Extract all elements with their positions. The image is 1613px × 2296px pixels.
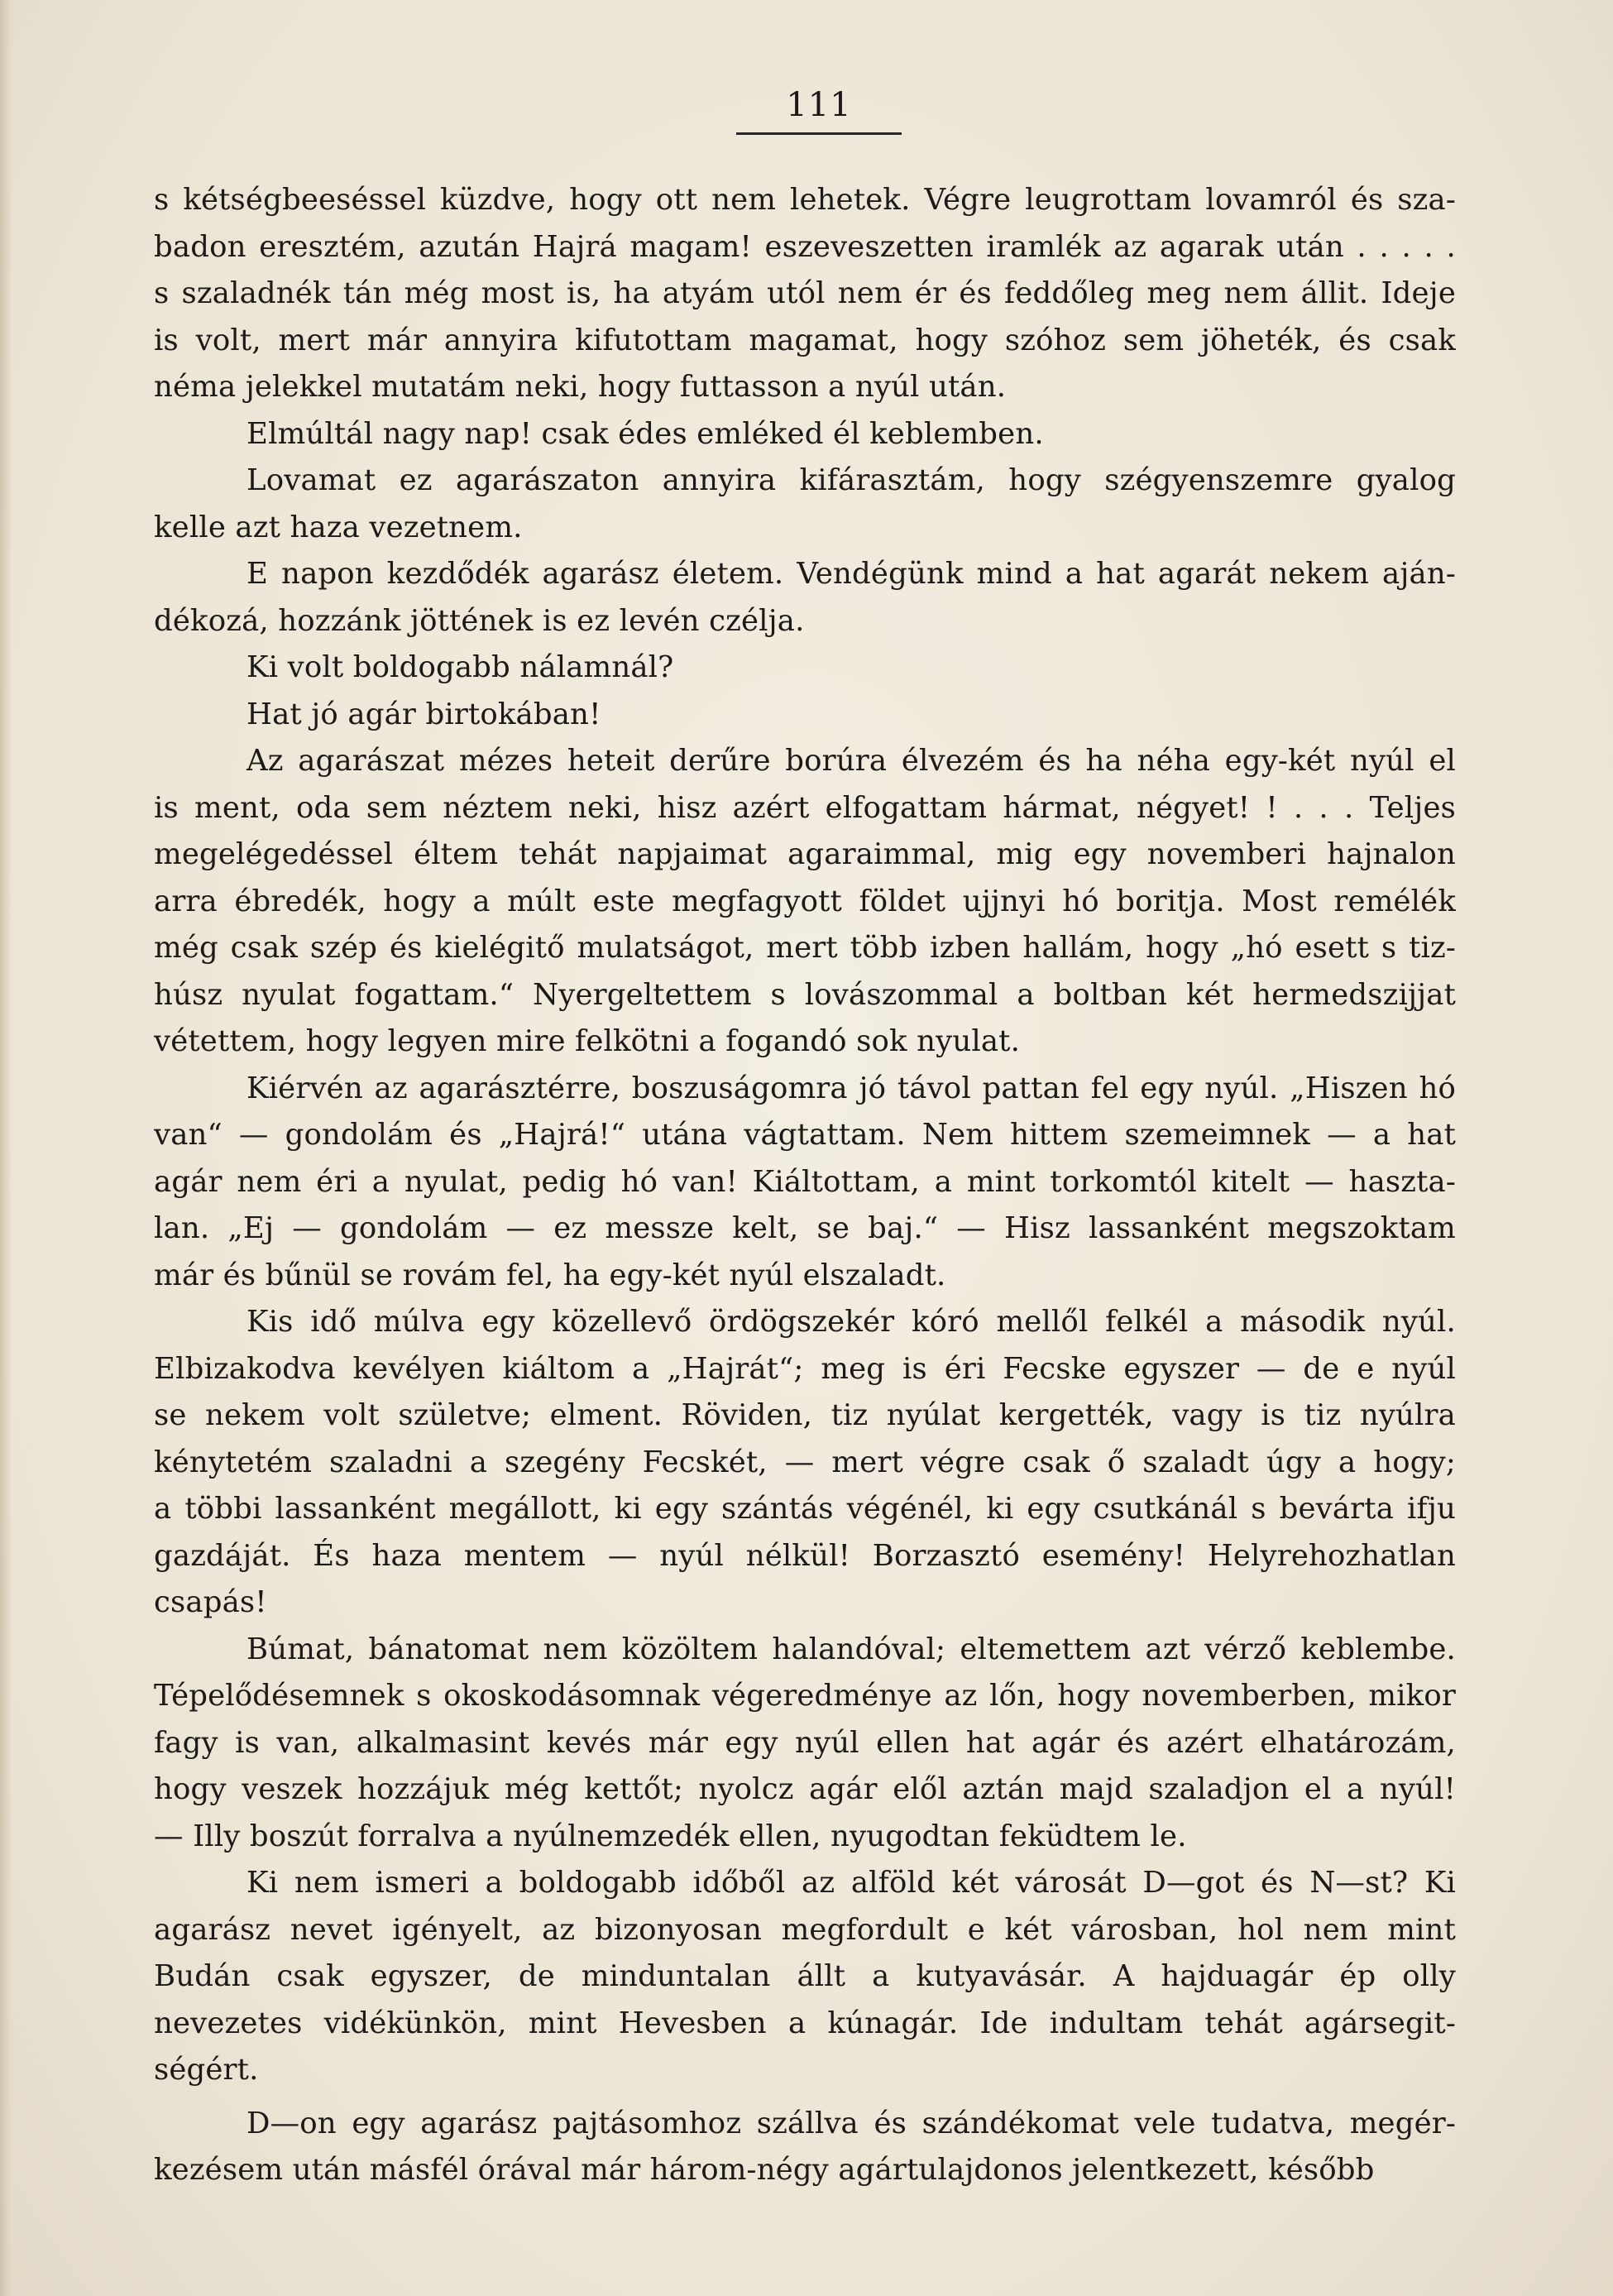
text-line: kelle azt haza vezetnem.	[154, 510, 523, 544]
text-line: hogy veszek hozzájuk még kettőt; nyolcz agár elől aztán majd szaladjon el a nyúl!	[154, 1772, 1456, 1806]
text-line: nevezetes vidékünkön, mint Hevesben a kúnagár. Ide indultam tehát agársegit-	[154, 2006, 1456, 2040]
text-line: Tépelődésemnek s okoskodásomnak végeredménye az lőn, hogy novemberben, mikor	[154, 1679, 1456, 1713]
page-number: 111	[736, 86, 901, 135]
text-line: badon eresztém, azután Hajrá magam! eszeveszetten iramlék az agarak után . . . . .	[154, 229, 1456, 264]
text-line: Hat jó agár birtokában!	[246, 697, 601, 731]
text-line: Ki nem ismeri a boldogabb időből az alföld két városát D—got és N—st? Ki	[246, 1866, 1456, 1900]
text-line: Ki volt boldogabb nálamnál?	[246, 650, 674, 684]
text-line: csapás!	[154, 1585, 267, 1619]
text-line: ségért.	[154, 2053, 259, 2087]
text-line: is ment, oda sem néztem neki, hisz azért elfogattam hármat, négyet! ! . . . Teljes	[154, 790, 1456, 825]
text-line: fagy is van, alkalmasint kevés már egy nyúl ellen hat agár és azért elhatározám,	[154, 1725, 1456, 1760]
text-line: D—on egy agarász pajtásomhoz szállva és szándékomat vele tudatva, megér-	[246, 2106, 1456, 2140]
paragraph	[154, 411, 1456, 458]
text-line: Budán csak egyszer, de minduntalan állt a kutyavásár. A hajduagár ép olly	[154, 1959, 1456, 1993]
paragraph	[154, 177, 1456, 411]
text-line: vétettem, hogy legyen mire felkötni a fogandó sok nyulat.	[154, 1024, 1021, 1058]
text-line: gazdáját. És haza mentem — nyúl nélkül! Borzasztó esemény! Helyrehozhatlan	[154, 1538, 1456, 1573]
paragraph	[154, 2101, 1456, 2194]
text-line: Búmat, bánatomat nem közöltem halandóval; eltemettem azt vérző keblembe.	[246, 1632, 1456, 1666]
text-line: dékozá, hozzánk jöttének is ez levén czélja.	[154, 603, 805, 638]
text-line: Kis idő múlva egy közellevő ördögszekér kóró mellől felkél a második nyúl.	[246, 1305, 1456, 1339]
paragraph	[154, 1627, 1456, 1861]
text-line: megelégedéssel éltem tehát napjaimat agaraimmal, mig egy novemberi hajnalon	[154, 837, 1456, 871]
paragraph	[154, 1299, 1456, 1627]
text-line: se nekem volt születve; elment. Röviden, tiz nyúlat kergették, vagy is tiz nyúlra	[154, 1398, 1456, 1432]
paragraph	[154, 738, 1456, 1066]
text-line: van“ — gondolám és „Hajrá!“ utána vágtattam. Nem hittem szemeimnek — a hat	[154, 1118, 1456, 1152]
page-header	[0, 86, 1613, 135]
text-line: agarász nevet igényelt, az bizonyosan megfordult e két városban, hol nem mint	[154, 1912, 1456, 1947]
paragraph	[154, 692, 1456, 739]
text-line: Elmúltál nagy nap! csak édes emléked él keblemben.	[246, 416, 1044, 451]
paragraph	[154, 1860, 1456, 2094]
text-line: kezésem után másfél órával már három-négy agártulajdonos jelentkezett, később	[154, 2153, 1375, 2187]
text-line: — Illy boszút forralva a nyúlnemzedék ellen, nyugodtan feküdtem le.	[154, 1819, 1187, 1853]
text-line: Lovamat ez agarászaton annyira kifárasztám, hogy szégyenszemre gyalog	[246, 463, 1456, 497]
text-line: Kiérvén az agarásztérre, boszuságomra jó távol pattan fel egy nyúl. „Hiszen hó	[246, 1071, 1456, 1105]
paragraph	[154, 1066, 1456, 1300]
text-line: Az agarászat mézes heteit derűre borúra élvezém és ha néha egy-két nyúl el	[246, 744, 1456, 778]
page-edge-shadow	[0, 0, 12, 2296]
text-line: E napon kezdődék agarász életem. Vendégünk mind a hat agarát nekem aján-	[246, 557, 1456, 591]
text-line: agár nem éri a nyulat, pedig hó van! Kiáltottam, a mint torkomtól kitelt — haszta-	[154, 1164, 1456, 1199]
text-line: húsz nyulat fogattam.“ Nyergeltettem s lovászommal a boltban két hermedszijjat	[154, 977, 1456, 1012]
text-line: a többi lassanként megállott, ki egy szántás végénél, ki egy csutkánál s bevárta ifju	[154, 1492, 1456, 1526]
paragraph	[154, 458, 1456, 551]
text-line: arra ébredék, hogy a múlt este megfagyott földet ujjnyi hó boritja. Most remélék	[154, 884, 1456, 918]
body-text	[154, 177, 1456, 2194]
text-line: kénytetém szaladni a szegény Fecskét, — mert végre csak ő szaladt úgy a hogy;	[154, 1445, 1456, 1479]
text-line: s szaladnék tán még most is, ha atyám utól nem ér és feddőleg meg nem állit. Ideje	[154, 276, 1456, 310]
text-line: már és bűnül se rovám fel, ha egy-két nyúl elszaladt.	[154, 1258, 946, 1292]
text-line: még csak szép és kielégitő mulatságot, mert több izben hallám, hogy „hó esett s tiz-	[154, 931, 1456, 965]
text-line: Elbizakodva kevélyen kiáltom a „Hajrát“; meg is éri Fecske egyszer — de e nyúl	[154, 1351, 1456, 1386]
text-line: is volt, mert már annyira kifutottam magamat, hogy szóhoz sem jöheték, és csak	[154, 323, 1456, 357]
paragraph	[154, 551, 1456, 645]
text-line: lan. „Ej — gondolám — ez messze kelt, se baj.“ — Hisz lassanként megszoktam	[154, 1211, 1456, 1245]
text-line: néma jelekkel mutatám neki, hogy futtasson a nyúl után.	[154, 370, 1007, 404]
paragraph	[154, 645, 1456, 692]
text-line: s kétségbeeséssel küzdve, hogy ott nem lehetek. Végre leugrottam lovamról és sza-	[154, 183, 1456, 217]
